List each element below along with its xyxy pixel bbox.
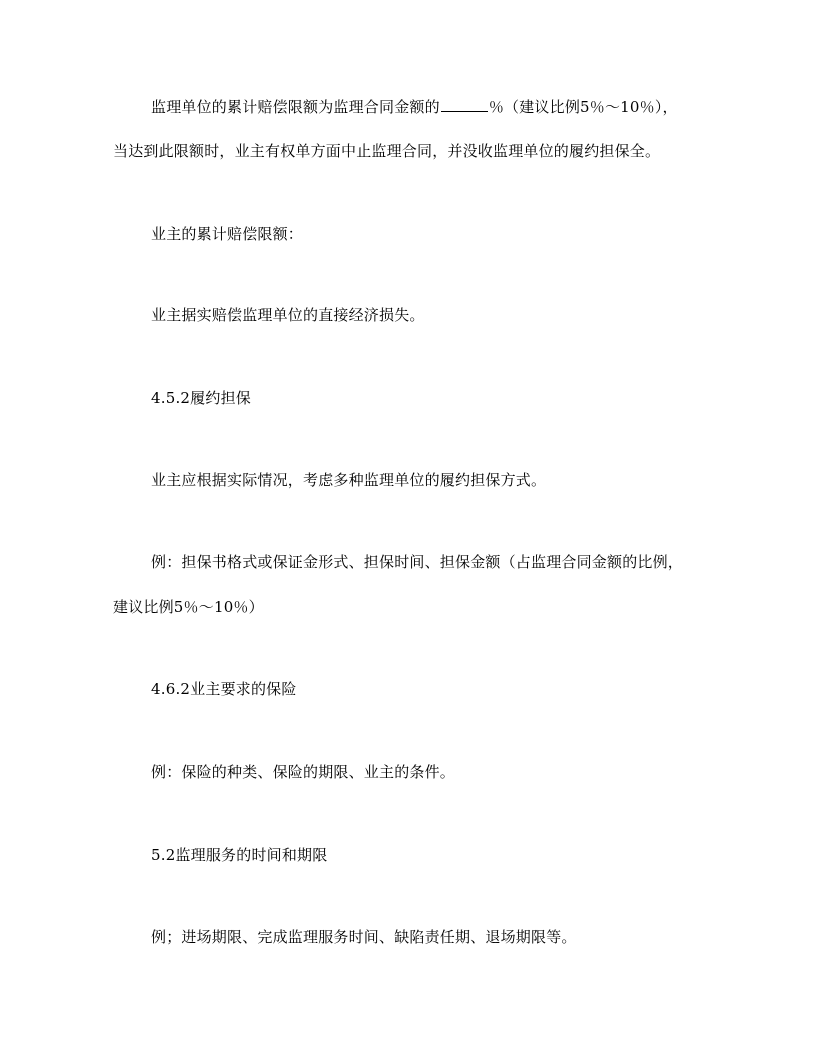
- paragraph-guarantee-example-line1: 例：担保书格式或保证金形式、担保时间、担保金额（占监理合同金额的比例，: [151, 553, 684, 571]
- paragraph-service-period-example: 例；进场期限、完成监理服务时间、缺陷责任期、退场期限等。: [151, 928, 577, 946]
- percentage-blank: [441, 96, 488, 112]
- paragraph-liability-limit-line2: 当达到此限额时，业主有权单方面中止监理合同，并没收监理单位的履约担保全。: [113, 142, 661, 160]
- paragraph-owner-compensation: 业主据实赔偿监理单位的直接经济损失。: [151, 306, 425, 324]
- paragraph-owner-limit: 业主的累计赔偿限额：: [151, 225, 304, 243]
- liability-limit-suffix: ％（建议比例5％～10％），: [488, 98, 678, 116]
- heading-owner-insurance: 4.6.2业主要求的保险: [151, 680, 297, 698]
- paragraph-guarantee-methods: 业主应根据实际情况，考虑多种监理单位的履约担保方式。: [151, 471, 547, 489]
- paragraph-liability-limit-line1: [151, 96, 678, 117]
- paragraph-insurance-example: 例：保险的种类、保险的期限、业主的条件。: [151, 763, 456, 781]
- heading-performance-guarantee: 4.5.2履约担保: [151, 389, 251, 407]
- heading-service-period: 5.2监理服务的时间和期限: [151, 846, 328, 864]
- paragraph-guarantee-example-line2: 建议比例5％～10％）: [113, 598, 264, 616]
- liability-limit-text: 监理单位的累计赔偿限额为监理合同金额的: [151, 98, 440, 116]
